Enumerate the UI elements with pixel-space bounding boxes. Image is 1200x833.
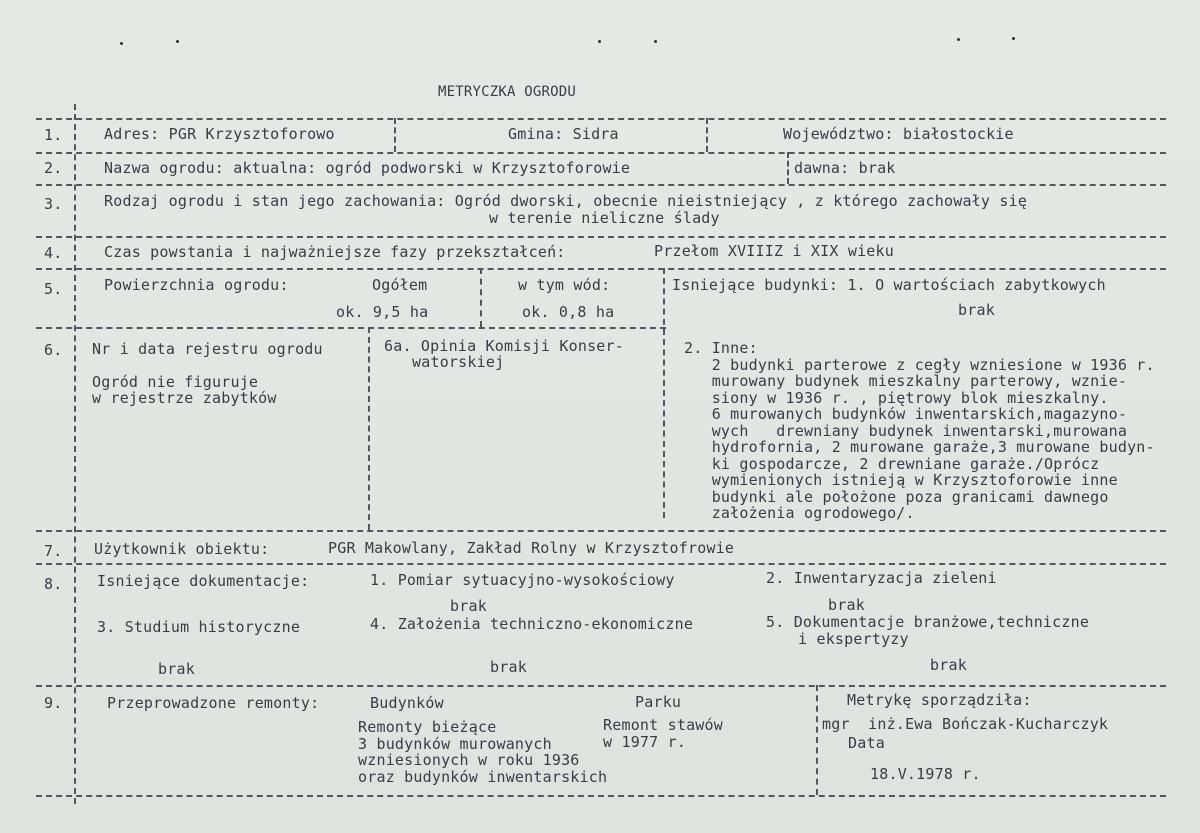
row-separator	[36, 563, 1166, 565]
row-number: 6.	[44, 341, 63, 359]
other-buildings-line: wych drewniany budynek inwentarski,murowana	[684, 421, 1128, 440]
buildings-repairs-line: wzniesionych w roku 1936	[358, 751, 580, 769]
row-number: 4.	[44, 244, 63, 262]
other-buildings-line: 6 murowanych budynków inwentarskich,magazyno-	[684, 405, 1128, 423]
other-buildings-line: 2. Inne:	[684, 339, 758, 357]
doc-item-5-value: brak	[930, 656, 967, 674]
other-buildings-line: 2 budynki parterowe z cegły wzniesione w 1936 r.	[684, 355, 1155, 374]
buildings-repairs-line: 3 budynków murowanych	[358, 734, 552, 753]
origin-period-value: Przełom XVIIIZ i XIX wieku	[654, 242, 894, 260]
register-value-line-1: Ogród nie figuruje	[92, 373, 259, 391]
conservation-opinion-line-1: 6a. Opinia Komisji Konser-	[384, 337, 624, 355]
row-number: 3.	[44, 195, 63, 213]
doc-item-5-line-2: i ekspertyzy	[798, 630, 909, 648]
row-separator	[36, 268, 1166, 270]
row-separator	[36, 118, 1166, 120]
doc-item-5-line-1: 5. Dokumentacje branżowe,techniczne	[766, 613, 1090, 631]
cell-divider	[706, 118, 708, 152]
user-value: PGR Makowlany, Zakład Rolny w Krzysztofrowie	[328, 539, 735, 557]
garden-type-line-2: w terenie nieliczne ślady	[489, 209, 720, 227]
top-dot	[120, 42, 123, 45]
row-separator	[36, 327, 666, 329]
user-label: Użytkownik obiektu:	[94, 540, 270, 558]
repairs-label: Przeprowadzone remonty:	[107, 694, 320, 712]
garden-type-line-1: Rodzaj ogrodu i stan jego zachowania: Ogród dworski, obecnie nieistniejący , z którego zachowały się	[104, 192, 1028, 210]
historic-buildings-label: Isniejące budynki: 1. O wartościach zabytkowych	[672, 276, 1106, 294]
row-separator	[36, 184, 1166, 186]
area-label: Powierzchnia ogrodu:	[104, 276, 289, 294]
doc-item-3: 3. Studium historyczne	[97, 618, 301, 636]
prepared-by-label: Metrykę sporządziła:	[847, 691, 1032, 709]
water-area-value: ok. 0,8 ha	[522, 303, 615, 321]
buildings-repairs-label: Budynków	[370, 694, 444, 712]
total-area-label: Ogółem	[372, 276, 428, 294]
top-dot	[957, 38, 960, 41]
conservation-opinion-line-2: watorskiej	[412, 353, 505, 371]
other-buildings-line: budynki ale położone poza granicami dawnego	[684, 487, 1109, 506]
park-repairs-label: Parku	[635, 693, 682, 711]
row-number: 5.	[44, 280, 63, 298]
historic-buildings-value: brak	[958, 301, 995, 319]
doc-item-2-value: brak	[828, 596, 865, 614]
cell-divider	[663, 268, 665, 518]
number-column-border	[74, 104, 76, 804]
total-area-value: ok. 9,5 ha	[336, 303, 429, 321]
buildings-repairs-line: Remonty bieżące	[358, 718, 497, 736]
top-dot	[654, 40, 657, 43]
cell-divider	[394, 118, 396, 152]
register-label: Nr i data rejestru ogrodu	[92, 340, 323, 358]
author-name: mgr inż.Ewa Bończak-Kucharczyk	[822, 715, 1109, 733]
register-value-line-2: w rejestrze zabytków	[92, 389, 277, 407]
row-separator	[36, 795, 1166, 797]
top-dot	[598, 40, 601, 43]
documentation-label: Isniejące dokumentacje:	[97, 572, 310, 590]
top-dot	[1012, 37, 1015, 40]
row-number: 2.	[44, 159, 63, 177]
doc-item-4-value: brak	[490, 658, 527, 676]
top-dot	[176, 40, 179, 43]
buildings-repairs-line: oraz budynków inwentarskich	[358, 767, 608, 786]
other-buildings-line: siony w 1936 r. , piętrowy blok mieszkalny.	[684, 388, 1109, 407]
row-separator	[36, 152, 1166, 154]
row-separator	[36, 530, 1166, 532]
other-buildings-line: murowany budynek mieszkalny parterowy, wznie-	[684, 372, 1128, 390]
row-separator	[36, 685, 1166, 687]
doc-item-1: 1. Pomiar sytuacyjno-wysokościowy	[370, 571, 675, 589]
doc-item-1-value: brak	[450, 597, 487, 615]
other-buildings-line: wymienionych istnieją w Krzysztoforowie inne	[684, 471, 1118, 489]
park-repairs-line: w 1977 r.	[603, 732, 687, 751]
commune-field: Gmina: Sidra	[508, 125, 619, 143]
date-label: Data	[848, 734, 885, 752]
row-separator	[36, 236, 1166, 238]
water-area-label: w tym wód:	[518, 276, 611, 294]
origin-period-label: Czas powstania i najważniejsze fazy przekształceń:	[104, 243, 566, 261]
date-value: 18.V.1978 r.	[870, 765, 981, 783]
row-number: 8.	[44, 575, 63, 593]
cell-divider	[816, 685, 818, 795]
former-name-field: dawna: brak	[794, 159, 896, 177]
other-buildings-line: ki gospodarcze, 2 drewniane garaże./Oprócz	[684, 454, 1100, 473]
voivodeship-field: Województwo: białostockie	[783, 125, 1014, 143]
cell-divider	[368, 327, 370, 530]
park-repairs-line: Remont stawów	[603, 716, 723, 734]
page-title: METRYCZKA OGRODU	[438, 84, 577, 100]
other-buildings-line: hydrofornia, 2 murowane garaże,3 murowane budyn-	[684, 438, 1155, 456]
doc-item-2: 2. Inwentaryzacja zieleni	[766, 569, 997, 587]
doc-item-3-value: brak	[158, 660, 195, 678]
address-field: Adres: PGR Krzysztoforowo	[104, 125, 335, 143]
row-number: 9.	[44, 694, 63, 712]
garden-name-field: Nazwa ogrodu: aktualna: ogród podworski w Krzysztoforowie	[104, 159, 631, 177]
row-number: 7.	[44, 542, 63, 560]
cell-divider	[787, 152, 789, 184]
doc-item-4: 4. Założenia techniczno-ekonomiczne	[370, 615, 694, 633]
other-buildings-line: założenia ogrodowego/.	[684, 504, 915, 522]
cell-divider	[480, 268, 482, 327]
row-number: 1.	[44, 126, 63, 144]
